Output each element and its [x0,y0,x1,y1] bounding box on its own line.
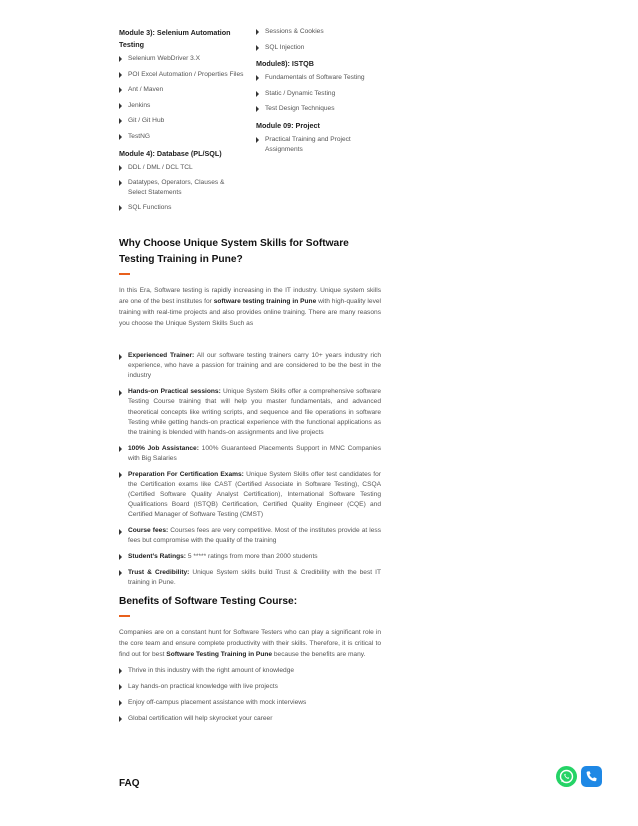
caret-right-icon [119,165,122,171]
caret-right-icon [119,716,122,722]
whatsapp-button[interactable] [556,766,577,787]
module-title: Module 3): Selenium Automation Testing [119,28,231,49]
list-item: Ant / Maven [119,85,244,95]
list-item: Trust & Credibility: Unique System skills build Trust & Credibility with the best IT training in Pune. [119,568,381,588]
caret-right-icon [256,45,259,51]
caret-right-icon [119,529,122,535]
list-item: DDL / DML / DCL TCL [119,163,244,173]
list-item: Experienced Trainer: All our software testing trainers carry 10+ years industry rich experience, who have a passion for training and are considered to be the best in the industry [119,351,381,382]
caret-right-icon [119,56,122,62]
phone-icon [581,766,602,787]
caret-right-icon [256,106,259,112]
benefits-paragraph: Companies are on a constant hunt for Software Testers who can play a significant role in the core team and ensure complete productivity with their skills. Therefore, it is critical to find out for best Software Testing Training in Pune because the benefits are many. [119,629,381,659]
list-item: SQL Injection [256,43,386,53]
list-item: Hands-on Practical sessions: Unique System Skills offer a comprehensive software Testing Course training that will help you master fundamentals, and advanced theoretical concepts like writing scripts, and sequence and file operations in software Testing while getting hands-on practical experience with the functional applications as the training is blended with hands-on assignments and live projects [119,387,381,438]
caret-right-icon [119,180,122,186]
why-intro-paragraph: In this Era, Software testing is rapidly increasing in the IT industry. Unique system skills are one of the best institutes for software testing training in Pune with high-quality level training with real-time projects and also provides online training. There are many reasons you choose the Unique System Skills Such as [119,287,381,327]
module-items [256,73,386,114]
list-item: Static / Dynamic Testing [256,89,386,99]
module-items [256,135,386,154]
list-item: Practical Training and Project Assignments [256,135,386,154]
caret-right-icon [119,354,122,360]
list-item: Datatypes, Operators, Clauses & Select Statements [119,178,244,197]
caret-right-icon [119,570,122,576]
module-items [119,163,244,213]
benefits-list [119,666,381,724]
caret-right-icon [119,668,122,674]
heading-accent-bar [119,273,130,275]
list-item: Selenium WebDriver 3.X [119,54,244,64]
heading-accent-bar [119,615,130,617]
list-item: Sessions & Cookies [256,27,386,37]
module-title: Module8): ISTQB [256,59,314,69]
list-item: 100% Job Assistance: 100% Guaranteed Placements Support in MNC Companies with Big Salaries [119,444,381,464]
list-item: Thrive in this industry with the right amount of knowledge [119,666,381,676]
curriculum-left-column [119,27,244,219]
caret-right-icon [119,554,122,560]
why-choose-heading: Why Choose Unique System Skills for Software Testing Training in Pune? [119,238,349,265]
caret-right-icon [119,87,122,93]
caret-right-icon [256,75,259,81]
caret-right-icon [119,390,122,396]
phone-button[interactable] [581,766,602,787]
benefits-section [119,594,381,724]
list-item: Git / Git Hub [119,116,244,126]
whatsapp-icon [556,766,577,787]
module-title: Module 4): Database (PL/SQL) [119,148,222,158]
list-item: Global certification will help skyrocket your career [119,714,381,724]
list-item: Preparation For Certification Exams: Unique System Skills offer test candidates for the Certification exams like CAST (Certified Associate in Software Testing), CSQA (Certified Software Quality Analyst Certification), International Software Testing Qualifications Board (ISTQB) Certification, Certified Quality Engineer (CQE) and Certified Manager of Software Testing (CMST) [119,470,381,521]
list-item: SQL Functions [119,203,244,213]
caret-right-icon [256,91,259,97]
module-items [256,27,386,52]
faq-heading: FAQ [119,778,140,789]
caret-right-icon [119,72,122,78]
caret-right-icon [119,205,122,211]
caret-right-icon [119,472,122,478]
list-item: TestNG [119,132,244,142]
caret-right-icon [119,118,122,124]
caret-right-icon [119,446,122,452]
benefits-heading: Benefits of Software Testing Course: [119,596,298,608]
list-item: Jenkins [119,101,244,111]
main-content [119,236,381,730]
curriculum-right-column [256,27,386,160]
list-item: Enjoy off-campus placement assistance with mock interviews [119,698,381,708]
list-item: POI Excel Automation / Properties Files [119,70,244,80]
list-item: Student’s Ratings: 5 ***** ratings from more than 2000 students [119,552,381,562]
caret-right-icon [256,137,259,143]
list-item: Lay hands-on practical knowledge with live projects [119,682,381,692]
caret-right-icon [119,103,122,109]
caret-right-icon [119,134,122,140]
module-items [119,54,244,142]
list-item: Test Design Techniques [256,104,386,114]
list-item: Fundamentals of Software Testing [256,73,386,83]
caret-right-icon [256,29,259,35]
features-list [119,351,381,588]
module-title: Module 09: Project [256,120,320,130]
caret-right-icon [119,700,122,706]
list-item: Course fees: Courses fees are very competitive. Most of the institutes provide at less fees but compromise with the quality of the training [119,526,381,546]
caret-right-icon [119,684,122,690]
